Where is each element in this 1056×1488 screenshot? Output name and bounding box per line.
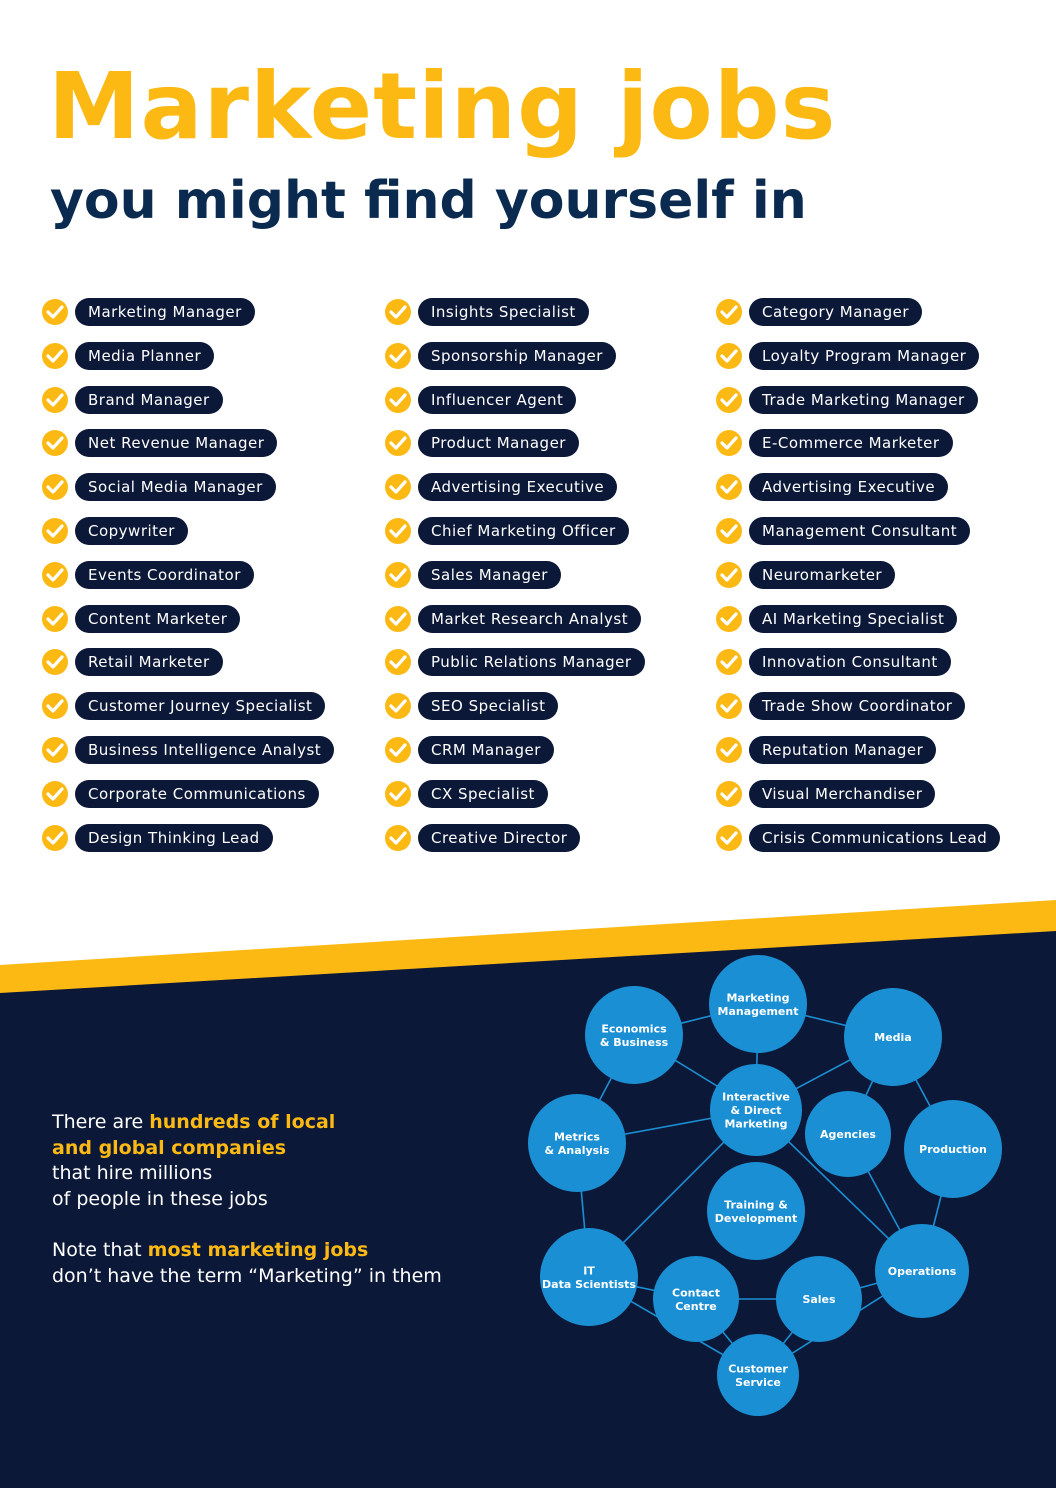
job-pill: CX Specialist [418, 780, 548, 808]
job-pill: Advertising Executive [418, 473, 617, 501]
job-pill: Insights Specialist [418, 298, 589, 326]
job-pill: Copywriter [75, 517, 188, 545]
info-highlight-2: and global companies [52, 1136, 287, 1159]
node-label: Training & [724, 1198, 788, 1212]
job-pill: Loyalty Program Manager [749, 342, 979, 370]
job-pill: Events Coordinator [75, 561, 254, 589]
job-pill: Creative Director [418, 824, 580, 852]
job-pill: Crisis Communications Lead [749, 824, 1000, 852]
job-pill: Product Manager [418, 429, 579, 457]
info-line-5a: Note that [52, 1239, 148, 1261]
job-pill: AI Marketing Specialist [749, 605, 957, 633]
page-subtitle: you might find yourself in [50, 171, 807, 231]
job-pill: Trade Marketing Manager [749, 386, 978, 414]
info-line-1a: There are [52, 1111, 150, 1133]
job-pill: Influencer Agent [418, 386, 576, 414]
job-pill: Media Planner [75, 342, 214, 370]
job-pill: Chief Marketing Officer [418, 517, 629, 545]
node-label: Data Scientists [542, 1277, 636, 1291]
node-operations [875, 1224, 969, 1318]
job-pill: Sales Manager [418, 561, 561, 589]
node-label: Production [919, 1143, 987, 1156]
node-label: & Analysis [544, 1143, 610, 1157]
job-pill: Innovation Consultant [749, 648, 951, 676]
job-pill: E-Commerce Marketer [749, 429, 953, 457]
node-training-development [707, 1162, 805, 1260]
node-label: Metrics [554, 1130, 600, 1144]
job-pill: Business Intelligence Analyst [75, 736, 334, 764]
node-label: Service [735, 1375, 781, 1389]
job-pill: Management Consultant [749, 517, 970, 545]
node-customer-service [717, 1334, 799, 1416]
page-title: Marketing jobs [48, 53, 837, 160]
job-pill: Design Thinking Lead [75, 824, 273, 852]
job-pill: Net Revenue Manager [75, 429, 277, 457]
info-line-3: that hire millions [52, 1162, 213, 1184]
node-label: Sales [802, 1293, 836, 1306]
node-media [844, 988, 942, 1086]
job-pill: SEO Specialist [418, 692, 558, 720]
job-pill: Neuromarketer [749, 561, 895, 589]
job-pill: Marketing Manager [75, 298, 255, 326]
node-economics-business [585, 986, 683, 1084]
job-pill: Visual Merchandiser [749, 780, 935, 808]
node-label: Marketing [726, 991, 790, 1005]
node-label: Marketing [724, 1117, 788, 1131]
node-label: Contact [672, 1286, 720, 1300]
node-label: Centre [675, 1299, 717, 1313]
node-label: IT [583, 1264, 595, 1278]
info-line-6: don’t have the term “Marketing” in them [52, 1264, 442, 1287]
job-pill: Advertising Executive [749, 473, 948, 501]
node-it-data-scientists [540, 1228, 638, 1326]
node-metrics-analysis [528, 1094, 626, 1192]
job-pill: Content Marketer [75, 605, 240, 633]
job-pill: Corporate Communications [75, 780, 319, 808]
job-pill: Reputation Manager [749, 736, 936, 764]
job-pill: Market Research Analyst [418, 605, 641, 633]
node-marketing-management [709, 955, 807, 1053]
job-pill: Retail Marketer [75, 648, 223, 676]
node-agencies [805, 1091, 891, 1177]
node-label: Media [874, 1031, 912, 1044]
job-pill: Social Media Manager [75, 473, 276, 501]
job-pill: CRM Manager [418, 736, 554, 764]
info-line-4: of people in these jobs [52, 1187, 268, 1210]
job-pill: Sponsorship Manager [418, 342, 616, 370]
node-label: Management [717, 1004, 799, 1018]
node-interactive-direct-marketing [710, 1064, 802, 1156]
node-contact-centre [653, 1256, 739, 1342]
info-highlight-1: hundreds of local [149, 1111, 336, 1133]
job-pill: Customer Journey Specialist [75, 692, 325, 720]
node-label: & Direct [730, 1104, 782, 1117]
node-label: Interactive [722, 1090, 790, 1104]
job-pill: Brand Manager [75, 386, 223, 414]
node-label: Operations [887, 1265, 957, 1278]
info-highlight-3: most marketing jobs [147, 1239, 369, 1261]
job-pill: Trade Show Coordinator [749, 692, 965, 720]
node-label: & Business [599, 1035, 669, 1049]
node-label: Customer [728, 1362, 788, 1376]
job-pill: Category Manager [749, 298, 922, 326]
node-sales [776, 1256, 862, 1342]
node-label: Development [714, 1211, 798, 1225]
node-label: Agencies [820, 1128, 876, 1141]
job-pill: Public Relations Manager [418, 648, 645, 676]
node-label: Economics [601, 1022, 667, 1036]
node-production [904, 1100, 1002, 1198]
